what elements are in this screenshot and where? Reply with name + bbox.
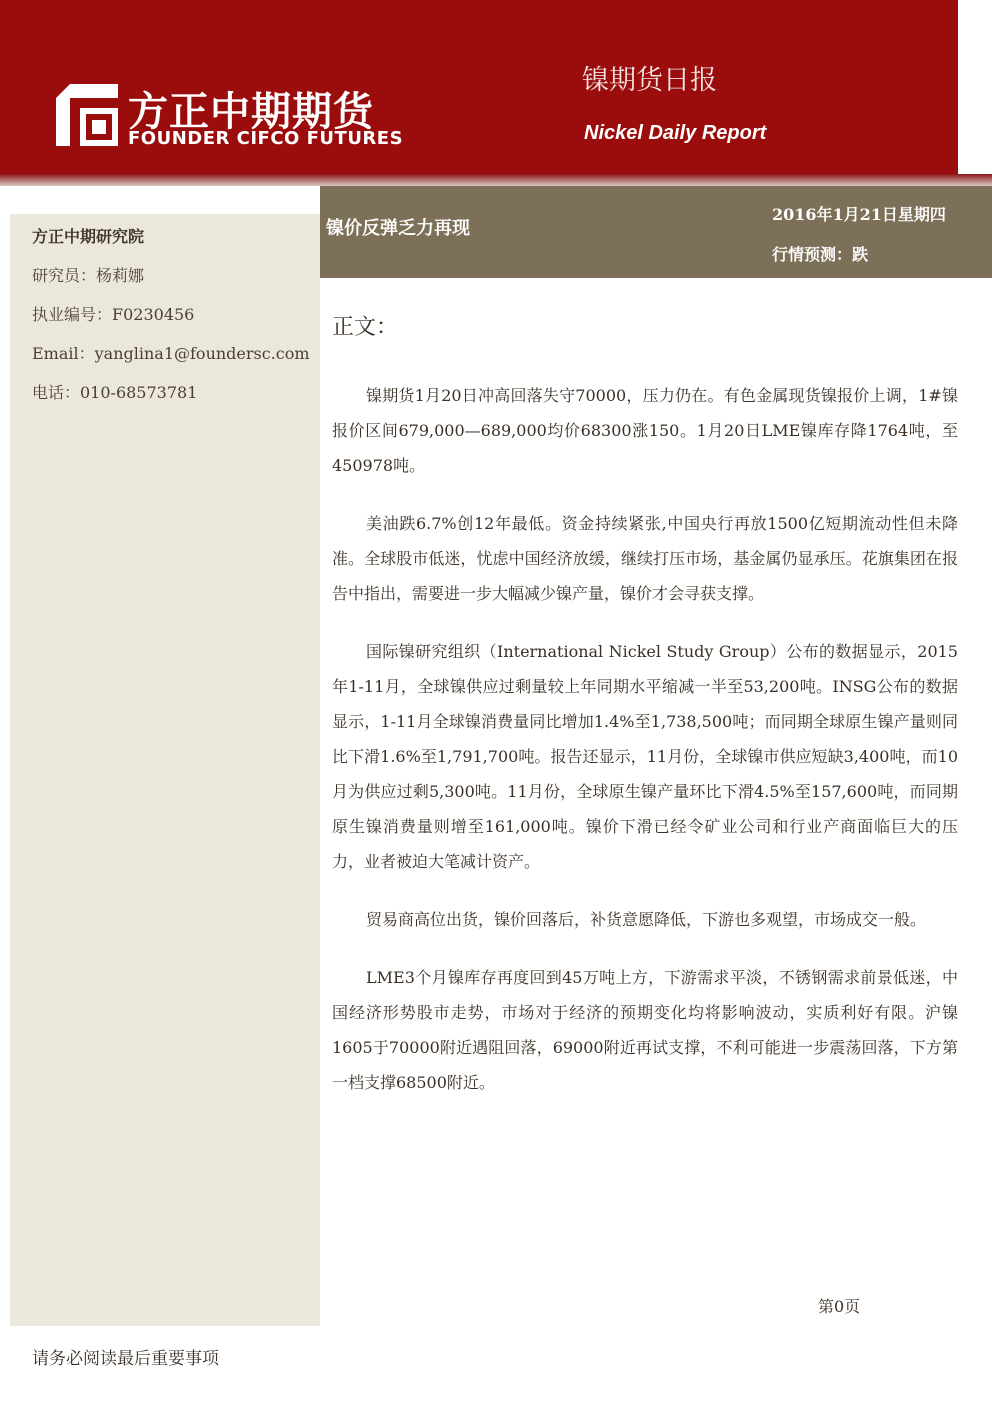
phone-number: 电话：010-68573781 <box>32 383 198 402</box>
page-number: 第0页 <box>818 1297 861 1316</box>
email-address: Email：yanglina1@foundersc.com <box>32 344 310 363</box>
report-date: 2016年1月21日星期四 <box>772 205 946 224</box>
logo-text-en: FOUNDER CIFCO FUTURES <box>128 128 404 149</box>
paragraph: LME3个月镍库存再度回到45万吨上方，下游需求平淡，不锈钢需求前景低迷，中国经济形势股市走势，市场对于经济的预期变化均将影响波动，实质利好有限。沪镍1605于70000附近遇阻回落，69000附近再试支撑，不利可能进一步震荡回落，下方第一档支撑68500附近。 <box>332 968 958 1092</box>
section-heading: 正文： <box>332 315 399 340</box>
institute-name: 方正中期研究院 <box>32 227 145 246</box>
paragraph: 美油跌6.7%创12年最低。资金持续紧张,中国央行再放1500亿短期流动性但未降准。全球股市低迷，忧虑中国经济放缓，继续打压市场，基金属仍显承压。花旗集团在报告中指出，需要进一步大幅减少镍产量，镍价才会寻获支撑。 <box>332 514 958 603</box>
license-number: 执业编号：F0230456 <box>32 305 195 324</box>
paragraph: 国际镍研究组织（International Nickel Study Group）公布的数据显示，2015年1-11月，全球镍供应过剩量较上年同期水平缩减一半至53,200吨。INSG公布的数据显示，1-11月全球镍消费量同比增加1.4%至1,738,500吨；而同期全球原生镍产量则同比下滑1.6%至1,791,700吨。报告还显示，11月份，全球镍市供应短缺3,400吨，而10月为供应过剩5,300吨。11月份，全球原生镍产量环比下滑4.5%至157,600吨，而同期原生镍消费量则增至161,000吨。镍价下滑已经令矿业公司和行业产商面临巨大的压力，业者被迫大笔减计资产。 <box>332 642 958 871</box>
report-title-cn: 镍期货日报 <box>582 65 717 96</box>
header-shadow <box>0 174 992 186</box>
report-title-en: Nickel Daily Report <box>584 122 767 144</box>
researcher-name: 研究员：杨莉娜 <box>32 266 145 285</box>
topic-title: 镍价反弹乏力再现 <box>326 218 470 239</box>
paragraph: 镍期货1月20日冲高回落失守70000，压力仍在。有色金属现货镍报价上调，1#镍报价区间679,000—689,000均价68300涨150。1月20日LME镍库存降1764吨，至450978吨。 <box>332 386 958 475</box>
market-outlook: 行情预测：跌 <box>772 245 869 264</box>
paragraph: 贸易商高位出货，镍价回落后，补货意愿降低，下游也多观望，市场成交一般。 <box>366 910 927 929</box>
footer-notice: 请务必阅读最后重要事项 <box>32 1349 219 1369</box>
header-right-strip <box>958 0 992 174</box>
logo-text-cn: 方正中期期货 <box>128 89 374 135</box>
founder-logo-icon <box>56 84 118 146</box>
